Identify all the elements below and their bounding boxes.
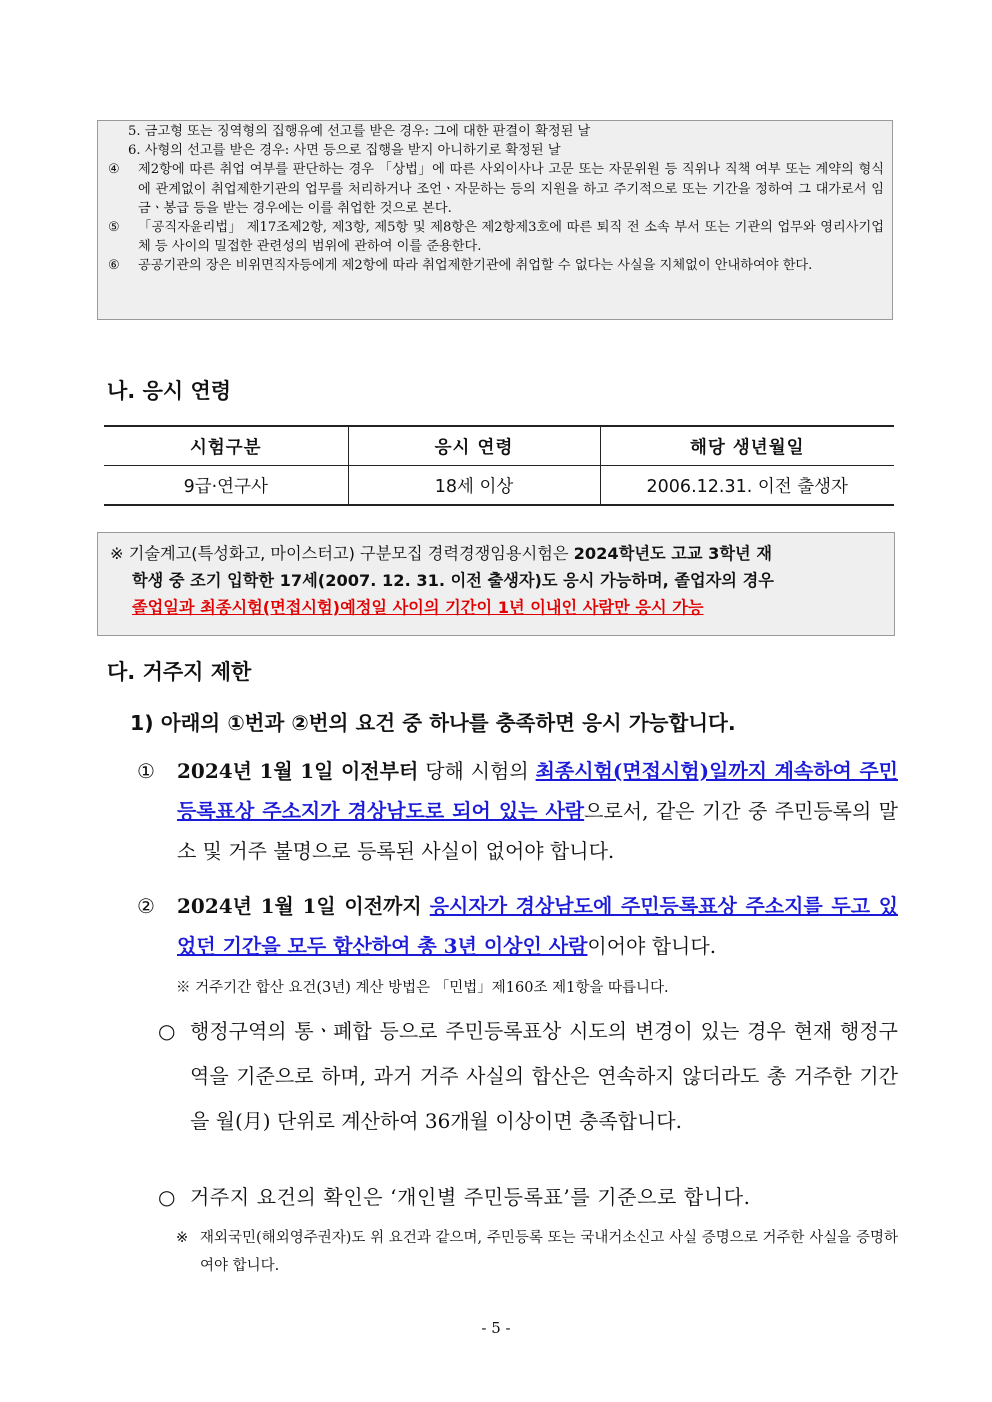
legal-line-6: 6. 사형의 선고를 받은 경우: 사면 등으로 집행을 받지 아니하기로 확정된 날 [128, 143, 561, 159]
item-plain-text: 당해 시험의 [418, 759, 536, 783]
note-bold-text: 2024학년도 고교 3학년 재 [573, 544, 772, 563]
paragraph-text: 공공기관의 장은 비위면직자등에게 제2항에 따라 취업제한기관에 취업할 수 없다는 사실을 지체없이 안내하여야 한다. [138, 258, 813, 274]
section-heading-residence: 다. 거주지 제한 [107, 660, 252, 684]
bullet-item-2 [158, 1175, 898, 1220]
table-cell: 9급·연구사 [104, 466, 348, 506]
legal-paragraph-6 [108, 256, 884, 275]
table-row [104, 466, 894, 506]
note-line-3 [110, 594, 884, 621]
legal-line-5: 5. 금고형 또는 징역형의 집행유예 선고를 받은 경우: 그에 대한 판결이 확정된 날 [128, 124, 591, 139]
bullet-mark: ○ [158, 1019, 176, 1043]
note-text: ※ 기술계고(특성화고, 마이스터고) 구분모집 경력경쟁임용시험은 [110, 544, 574, 563]
legal-excerpt-box [97, 120, 893, 320]
paragraph-number: ⑤ [108, 220, 120, 236]
calculation-note: ※ 거주기간 합산 요건(3년) 계산 방법은 「민법」제160조 제1항을 따릅니다. [176, 980, 669, 996]
item-plain-text: 이어야 합니다. [587, 934, 717, 958]
item-number: ① [137, 759, 155, 783]
item-bold-text: 2024년 1월 1일 이전까지 [177, 894, 422, 918]
paragraph-text: 「공직자윤리법」 제17조제2항, 제3항, 제5항 및 제8항은 제2항제3호에 따른 퇴직 전 소속 부서 또는 기관의 업무와 영리사기업체 등 사이의 밀접한 관련성의 범위에 관하여 이를 준용한다. [138, 220, 884, 255]
requirement-item-1 [137, 751, 898, 871]
table-header-row [104, 426, 894, 466]
item-plain-text: 으로서, 같은 기간 중 주민등록의 말소 및 거주 불명으로 등록된 사실이 없어야 합니다. [177, 799, 898, 863]
bullet-item-1 [158, 1009, 898, 1144]
paragraph-text: 제2항에 따른 취업 여부를 판단하는 경우 「상법」에 따른 사외이사나 고문 또는 자문위원 등 직위나 직책 여부 또는 계약의 형식에 관계없이 취업제한기관의 업무를 처리하거나 조언ㆍ자문하는 등의 지원을 하고 주기적으로 또는 기간을 정하여 그 대가로서 임금ㆍ봉급 등을 받는 경우에는 이를 취업한 것으로 본다. [138, 162, 884, 216]
item-bold-text: 2024년 1월 1일 이전부터 [177, 759, 419, 783]
residence-requirement-heading: 1) 아래의 ①번과 ②번의 요건 중 하나를 충족하면 응시 가능합니다. [130, 711, 736, 735]
section-heading-age: 나. 응시 연령 [107, 379, 232, 403]
age-table [104, 425, 894, 506]
table-cell: 18세 이상 [348, 466, 600, 506]
bullet-mark: ○ [158, 1185, 176, 1209]
item-highlight-text: 최종시험(면접시험)일까지 계속하여 주민등록표상 주소지가 경상남도로 되어 있는 사람 [177, 759, 898, 823]
column-header: 해당 생년월일 [600, 426, 894, 466]
paragraph-number: ④ [108, 162, 120, 178]
bullet-text: 행정구역의 통ㆍ폐합 등으로 주민등록표상 시도의 변경이 있는 경우 현재 행정구역을 기준으로 하며, 과거 거주 사실의 합산은 연속하지 않더라도 총 거주한 기간을 월(月) 단위로 계산하여 36개월 이상이면 충족합니다. [190, 1019, 898, 1133]
note-line-1 [110, 540, 884, 567]
item-text [137, 886, 898, 966]
note-line-2: 학생 중 조기 입학한 17세(2007. 12. 31. 이전 출생자)도 응시 가능하며, 졸업자의 경우 [132, 571, 774, 590]
note-text: 재외국민(해외영주권자)도 위 요건과 같으며, 주민등록 또는 국내거소신고 사실 증명으로 거주한 사실을 증명하여야 합니다. [200, 1230, 898, 1274]
item-plain-text [422, 894, 430, 918]
note-mark: ※ [176, 1230, 189, 1246]
note-highlight-text: 졸업일과 최종시험(면접시험)예정일 사이의 기간이 1년 이내인 사람만 응시 가능 [132, 598, 704, 617]
requirement-item-2 [137, 886, 898, 966]
age-note-box [97, 532, 895, 636]
column-header: 응시 연령 [348, 426, 600, 466]
column-header: 시험구분 [104, 426, 348, 466]
bullet-text: 거주지 요건의 확인은 ‘개인별 주민등록표’를 기준으로 합니다. [190, 1185, 751, 1209]
item-highlight-text: 응시자가 경상남도에 주민등록표상 주소지를 두고 있었던 기간을 모두 합산하여 총 3년 이상인 사람 [177, 894, 899, 958]
table-cell: 2006.12.31. 이전 출생자 [600, 466, 894, 506]
overseas-note [176, 1224, 898, 1280]
legal-paragraph-4 [108, 160, 884, 218]
paragraph-number: ⑥ [108, 258, 120, 274]
item-number: ② [137, 894, 155, 918]
legal-paragraph-5 [108, 218, 884, 256]
page-number: - 5 - [481, 1319, 511, 1337]
item-text [137, 751, 898, 871]
